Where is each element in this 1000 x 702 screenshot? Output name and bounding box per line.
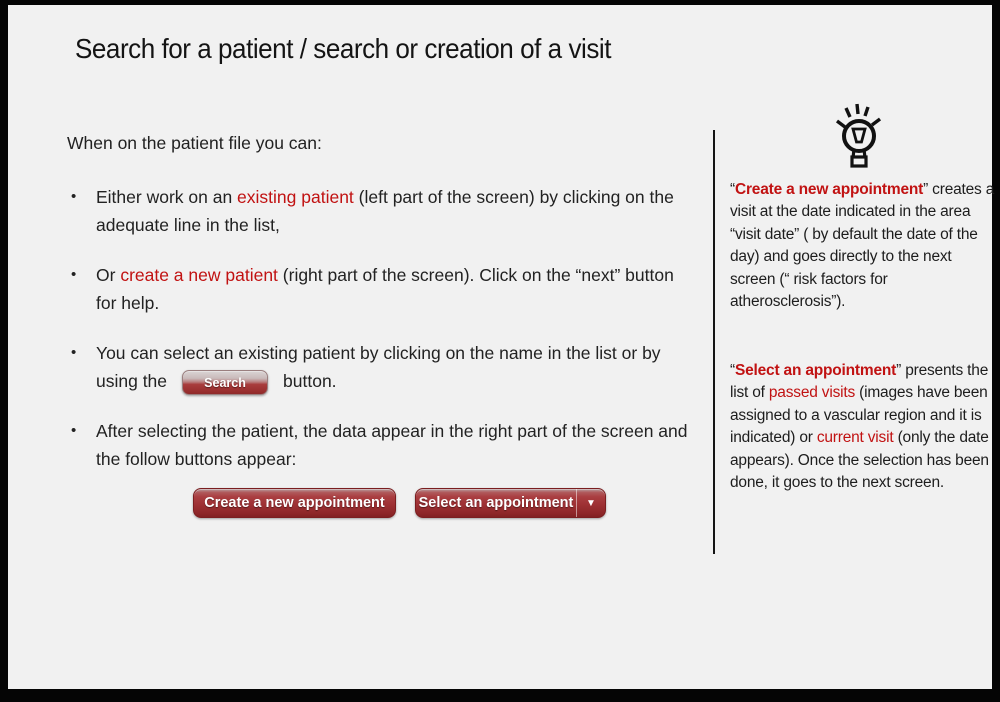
sidebar-paragraph-select-appointment xyxy=(730,360,996,494)
text-segment: create a new patient xyxy=(120,265,278,285)
lightbulb-icon xyxy=(830,98,886,179)
text-segment: (only the date appears). Once the selection has been done, it goes to the next screen. xyxy=(730,429,989,492)
text-segment: Select an appointment xyxy=(734,362,897,379)
text-segment: button. xyxy=(283,371,337,391)
vertical-divider xyxy=(713,130,715,554)
dropdown-arrow-icon[interactable]: ▼ xyxy=(576,489,605,517)
sidebar-paragraph-create-appointment xyxy=(730,179,996,313)
text-segment: You can select an existing patient by clicking on the name in the list or by using the xyxy=(96,343,661,391)
bullet-select-existing-patient xyxy=(67,339,699,395)
text-segment: “ xyxy=(730,181,735,198)
action-buttons-row xyxy=(193,488,606,518)
text-segment: Create a new appointment xyxy=(734,181,924,198)
text-segment: Or xyxy=(96,265,121,285)
search-button[interactable]: Search xyxy=(182,370,268,395)
select-appointment-button[interactable] xyxy=(415,488,606,518)
text-segment: Either work on an xyxy=(96,187,238,207)
text-segment: ” presents the list of xyxy=(730,362,989,402)
text-segment: After selecting the patient, the data appear in the right part of the screen and the follow buttons appear: xyxy=(96,421,688,469)
intro-text: When on the patient file you can: xyxy=(67,133,322,153)
create-appointment-button[interactable]: Create a new appointment xyxy=(193,488,396,518)
text-segment: (images have been assigned to a vascular region and it is indicated) or xyxy=(730,384,988,447)
text-segment: (right part of the screen). Click on the “next” button for help. xyxy=(96,265,674,313)
text-segment: passed visits xyxy=(768,384,856,402)
bullet-create-new-patient xyxy=(67,261,699,317)
select-appointment-label: Select an appointment xyxy=(418,495,574,511)
text-segment: “ xyxy=(730,362,735,379)
bullet-list xyxy=(67,183,699,495)
bullet-existing-patient xyxy=(67,183,699,239)
text-segment: (left part of the screen) by clicking on the adequate line in the list, xyxy=(96,187,674,235)
page-title: Search for a patient / search or creation of a visit xyxy=(75,33,611,64)
text-segment: ” creates a visit at the date indicated in the area “visit date” ( by default the date of the day) and goes directly to the next screen (“ risk factors for atherosclerosis”). xyxy=(730,181,995,311)
text-segment: current visit xyxy=(816,429,894,447)
bullet-after-selecting xyxy=(67,417,699,473)
slide xyxy=(8,5,995,689)
text-segment: existing patient xyxy=(237,187,354,207)
